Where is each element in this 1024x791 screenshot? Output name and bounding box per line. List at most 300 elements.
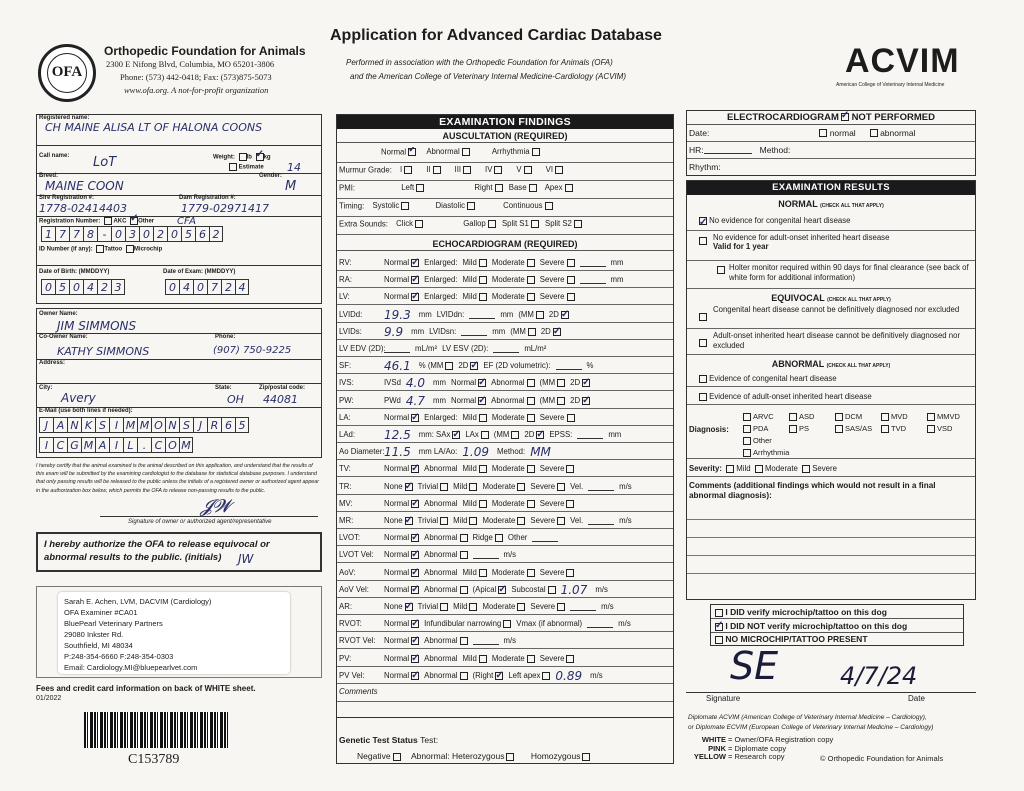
echo-aov-checkbox[interactable] [566, 569, 574, 577]
echo-ivs-checkbox[interactable] [478, 379, 486, 387]
echo-mr-label: Vel. [570, 516, 584, 525]
digit-cell[interactable]: 2 [97, 279, 111, 295]
echo-la-label: LA: [339, 412, 351, 422]
city-value[interactable]: Avery [61, 391, 96, 405]
reg-akc-box[interactable] [104, 217, 112, 225]
digit-cell[interactable]: I [109, 437, 123, 453]
digit-cell[interactable]: 0 [193, 279, 207, 295]
echo-lad-value[interactable]: 12.5 [384, 428, 411, 442]
id-tattoo-label: Tattoo [104, 246, 123, 253]
echo-sf-checkbox[interactable] [470, 362, 478, 370]
digit-cell[interactable]: 0 [167, 226, 181, 242]
echo-ivs-value[interactable]: 4.0 [405, 376, 425, 391]
echo-rvot-blank-field[interactable] [587, 620, 613, 628]
digit-cell[interactable]: 0 [69, 279, 83, 295]
echo-la-checkbox[interactable] [567, 414, 575, 422]
digit-cell[interactable]: M [123, 417, 137, 433]
echo-lvidd-label: (MM [518, 309, 534, 319]
echo-pvvel-checkbox[interactable] [460, 672, 468, 680]
digit-cell[interactable]: 7 [69, 226, 83, 242]
digit-cell[interactable]: J [39, 417, 53, 433]
echo-tv-checkbox[interactable] [479, 465, 487, 473]
murmur-grade-5-box[interactable] [524, 166, 532, 174]
ausc-arrhythmia-box[interactable] [532, 148, 540, 156]
echo-lvedv-blank-field[interactable] [493, 345, 519, 353]
echo-tr-label: Vel. [570, 481, 584, 491]
echo-lvids-label: LVIDs: [339, 326, 362, 336]
extra-gallop-box[interactable] [488, 220, 496, 228]
id-microchip-label: Microchip [133, 246, 163, 253]
equivocal-check-all: (CHECK ALL THAT APPLY) [827, 297, 891, 303]
echo-ra-blank-field[interactable] [580, 276, 606, 284]
call-name-value[interactable]: LoT [93, 155, 117, 170]
equiv-congenital-box[interactable] [699, 313, 707, 321]
vet-signature[interactable]: SE [730, 644, 779, 688]
digit-cell[interactable]: O [165, 437, 179, 453]
echo-pw-label: Normal [451, 395, 477, 405]
echo-mv-checkbox[interactable] [527, 500, 535, 508]
digit-cell[interactable]: 0 [111, 226, 125, 242]
chip-none-label: NO MICROCHIP/TATTOO PRESENT [725, 634, 868, 644]
owner-value[interactable]: JIM SIMMONS [57, 319, 137, 333]
echo-aovvel-checkbox[interactable] [411, 586, 419, 594]
digit-cell[interactable]: R [207, 417, 221, 433]
echo-aovvel-checkbox[interactable] [548, 586, 556, 594]
murmur-grade-2-box[interactable] [433, 166, 441, 174]
reg-other-value[interactable]: CFA [177, 216, 196, 227]
digit-cell[interactable]: M [137, 417, 151, 433]
echo-ra-checkbox[interactable] [479, 276, 487, 284]
digit-cell[interactable]: G [67, 437, 81, 453]
echo-tr-checkbox[interactable] [517, 483, 525, 491]
echo-pw-checkbox[interactable] [527, 397, 535, 405]
digit-cell[interactable]: - [97, 226, 111, 242]
dx-checkbox[interactable] [881, 425, 889, 433]
echo-lvids-checkbox[interactable] [553, 328, 561, 336]
echo-tv-checkbox[interactable] [566, 465, 574, 473]
echo-mr-label: MR: [339, 516, 354, 525]
chip-none-box[interactable] [715, 636, 723, 644]
dam-value[interactable]: 1779-02971417 [181, 202, 269, 215]
echo-mr-checkbox[interactable] [517, 517, 525, 525]
echo-lvids-value[interactable]: 9.9 [384, 324, 404, 339]
echo-mv-checkbox[interactable] [411, 500, 419, 508]
echo-lv-checkbox[interactable] [527, 293, 535, 301]
echo-ra-checkbox[interactable] [527, 276, 535, 284]
echo-lvidd-checkbox[interactable] [536, 311, 544, 319]
digit-cell[interactable]: C [151, 437, 165, 453]
echo-rvot-checkbox[interactable] [503, 620, 511, 628]
dx-checkbox[interactable] [835, 413, 843, 421]
ecg-normal-box[interactable] [819, 129, 827, 137]
echo-lvedv-blank-field[interactable] [384, 345, 410, 353]
digit-cell[interactable]: 5 [181, 226, 195, 242]
echo-aovvel-checkbox[interactable] [498, 586, 506, 594]
echo-lvids-blank-field[interactable] [461, 328, 487, 336]
digit-cell[interactable]: 6 [221, 417, 235, 433]
echo-row-pw [337, 393, 673, 409]
zip-value[interactable]: 44081 [263, 393, 298, 406]
echo-mv-checkbox[interactable] [479, 500, 487, 508]
ecg-not-performed-box[interactable] [841, 113, 849, 121]
dx-checkbox[interactable] [789, 425, 797, 433]
digit-cell[interactable]: 3 [111, 279, 125, 295]
echo-pw-checkbox[interactable] [478, 397, 486, 405]
echo-rvot-checkbox[interactable] [411, 620, 419, 628]
barcode [84, 712, 228, 748]
echo-ar-checkbox[interactable] [440, 603, 448, 611]
echo-rv-checkbox[interactable] [479, 259, 487, 267]
coowner-value[interactable]: KATHY SIMMONS [57, 345, 150, 358]
echo-ar-checkbox[interactable] [557, 603, 565, 611]
chip-did-not-box[interactable] [715, 623, 723, 631]
echo-pv-checkbox[interactable] [479, 655, 487, 663]
dx-checkbox[interactable] [743, 449, 751, 457]
examiner-line: Sarah E. Achen, LVM, DACVIM (Cardiology) [64, 597, 212, 606]
extra-click-box[interactable] [415, 220, 423, 228]
animal-info-section [36, 114, 322, 304]
echo-tv-checkbox[interactable] [411, 465, 419, 473]
digit-cell[interactable]: 1 [41, 226, 55, 242]
echo-lv-label: Normal [384, 292, 410, 302]
echo-ar-checkbox[interactable] [469, 603, 477, 611]
dx-checkbox[interactable] [881, 413, 889, 421]
reg-name-value[interactable]: CH MAINE ALISA LT OF HALONA COONS [45, 121, 263, 134]
severity-severe-box[interactable] [802, 465, 810, 473]
echo-mv-checkbox[interactable] [566, 500, 574, 508]
echo-lad-checkbox[interactable] [511, 431, 519, 439]
echo-tr-label: None [384, 481, 403, 491]
echo-lvidd-checkbox[interactable] [561, 311, 569, 319]
echo-pv-checkbox[interactable] [566, 655, 574, 663]
echo-rvot-label: Infundibular narrowing [424, 619, 502, 629]
echo-row-rvotvel [337, 633, 673, 649]
digit-cell[interactable]: O [151, 417, 165, 433]
echo-pw-checkbox[interactable] [557, 397, 565, 405]
digit-cell[interactable]: M [81, 437, 95, 453]
dx-checkbox[interactable] [789, 413, 797, 421]
severity-mild-box[interactable] [726, 465, 734, 473]
echo-rv-checkbox[interactable] [527, 259, 535, 267]
echo-pv-label: PV: [339, 653, 352, 663]
echo-lvidd-label: 2D [548, 309, 559, 319]
echo-lvotvel-checkbox[interactable] [460, 551, 468, 559]
echo-lvotvel-label: Abnormal [424, 550, 458, 560]
digit-cell[interactable]: . [137, 437, 151, 453]
echo-pv-checkbox[interactable] [411, 655, 419, 663]
echo-tr-blank-field[interactable] [588, 483, 614, 491]
echo-mr-checkbox[interactable] [405, 517, 413, 525]
digit-cell[interactable]: 5 [55, 279, 69, 295]
echo-pvvel-checkbox[interactable] [542, 672, 550, 680]
certify-text: I hereby certify that the animal examined is the animal described on this application, and understand that the results of this exam will be submitted by the examining cardiologist to the database for statistical database purposes. I understand that only passing results will be released to the public unless the initials of a registered owner or authorized agent appear in the authorization box below, which permits the OFA to release non-passing results to the public. [36, 463, 319, 494]
echo-aovvel-checkbox[interactable] [460, 586, 468, 594]
echo-aovvel-value[interactable]: 1.07 [560, 582, 588, 597]
echo-mr-checkbox[interactable] [469, 517, 477, 525]
email-line-2[interactable] [39, 437, 193, 453]
no-congenital-box[interactable] [699, 217, 707, 225]
digit-cell[interactable]: 0 [41, 279, 55, 295]
echo-lad-checkbox[interactable] [536, 431, 544, 439]
phone-label: Phone: [215, 334, 236, 340]
digit-cell[interactable]: S [95, 417, 109, 433]
dx-checkbox[interactable] [835, 425, 843, 433]
timing-systolic-box[interactable] [401, 202, 409, 210]
digit-cell[interactable]: S [179, 417, 193, 433]
echo-pw-label: Abnormal [491, 395, 525, 405]
echo-lvotvel-label: Normal [384, 550, 410, 560]
genetic-het-box[interactable] [506, 753, 514, 761]
dx-checkbox[interactable] [927, 425, 935, 433]
echo-sf-checkbox[interactable] [445, 362, 453, 370]
echo-ra-label: Mild [462, 275, 477, 285]
echo-aov-checkbox[interactable] [479, 569, 487, 577]
timing-diastolic-box[interactable] [467, 202, 475, 210]
echo-pvvel-checkbox[interactable] [411, 672, 419, 680]
echo-lvidd-blank-field[interactable] [469, 311, 495, 319]
email-line-1[interactable] [39, 417, 249, 433]
exam-findings-header: EXAMINATION FINDINGS [337, 115, 673, 129]
digit-cell[interactable]: 7 [207, 279, 221, 295]
ecg-abnormal-box[interactable] [870, 129, 878, 137]
chip-did-label: I DID verify microchip/tattoo on this dog [725, 607, 887, 617]
echo-pvvel-label: PV Vel: [339, 670, 365, 680]
echo-ivs-label: 2D [570, 378, 581, 388]
echo-ivs-checkbox[interactable] [527, 379, 535, 387]
digit-cell[interactable]: L [123, 437, 137, 453]
digit-cell[interactable]: I [39, 437, 53, 453]
echo-ar-blank-field[interactable] [570, 603, 596, 611]
echo-rv-checkbox[interactable] [411, 259, 419, 267]
echo-sf-blank-field[interactable] [556, 362, 582, 370]
echo-ra-checkbox[interactable] [567, 276, 575, 284]
echo-ar-checkbox[interactable] [405, 603, 413, 611]
murmur-grade-4-box[interactable] [494, 166, 502, 174]
echo-lvot-checkbox[interactable] [411, 534, 419, 542]
dx-label: Other [753, 436, 772, 446]
digit-cell[interactable]: 2 [221, 279, 235, 295]
digit-cell[interactable]: 5 [235, 417, 249, 433]
echo-ivs-checkbox[interactable] [557, 379, 565, 387]
digit-cell[interactable]: 4 [235, 279, 249, 295]
chip-did-not-label: I DID NOT verify microchip/tattoo on this dog [725, 621, 908, 631]
echo-pvvel-label: (Right [472, 670, 494, 680]
reg-other-box[interactable] [130, 217, 138, 225]
dx-label: SAS/AS [845, 424, 873, 434]
echo-rv-blank-field[interactable] [580, 259, 606, 267]
exam-date-cells[interactable] [165, 279, 249, 295]
dx-checkbox[interactable] [743, 437, 751, 445]
pmi-apex-box[interactable] [565, 184, 573, 192]
digit-cell[interactable]: 0 [139, 226, 153, 242]
abn-adult-box[interactable] [699, 393, 707, 401]
echo-pw-checkbox[interactable] [582, 397, 590, 405]
echo-ao-value[interactable]: MM [530, 445, 551, 460]
dx-checkbox[interactable] [927, 413, 935, 421]
owner-signature[interactable]: 𝓙𝓦 [200, 496, 232, 517]
pmi-left-box[interactable] [416, 184, 424, 192]
echo-row-rvot [337, 616, 673, 632]
dob-cells[interactable] [41, 279, 125, 295]
digit-cell[interactable]: N [67, 417, 81, 433]
severity-moderate-box[interactable] [755, 465, 763, 473]
digit-cell[interactable]: M [179, 437, 193, 453]
echo-rvotvel-checkbox[interactable] [411, 637, 419, 645]
genetic-negative-box[interactable] [393, 753, 401, 761]
echo-rvotvel-checkbox[interactable] [460, 637, 468, 645]
echo-tr-checkbox[interactable] [557, 483, 565, 491]
digit-cell[interactable]: 7 [55, 226, 69, 242]
no-adult-onset-box[interactable] [699, 237, 707, 245]
id-tattoo-box[interactable] [96, 245, 104, 253]
echo-pvvel-checkbox[interactable] [495, 672, 503, 680]
echo-ao-value[interactable]: 11.5 [384, 445, 411, 460]
echo-la-checkbox[interactable] [527, 414, 535, 422]
digit-cell[interactable]: 4 [83, 279, 97, 295]
gender-value[interactable]: M [285, 179, 297, 194]
pmi-right-box[interactable] [495, 184, 503, 192]
digit-cell[interactable]: I [109, 417, 123, 433]
ausc-abnormal-label: Abnormal [426, 147, 460, 157]
echo-tr-checkbox[interactable] [469, 483, 477, 491]
echo-lv-checkbox[interactable] [479, 293, 487, 301]
echo-pw-value[interactable]: 4.7 [405, 393, 425, 408]
id-label: ID Number (if any): [39, 246, 93, 253]
murmur-grade-1-box[interactable] [404, 166, 412, 174]
echo-lvot-label: Ridge [472, 533, 493, 543]
ofa-logo: OFA [38, 44, 96, 102]
weight-kg-box[interactable] [256, 153, 264, 161]
dx-checkbox[interactable] [743, 425, 751, 433]
echo-mr-blank-field[interactable] [588, 517, 614, 525]
echo-pvvel-value[interactable]: 0.89 [555, 668, 583, 683]
weight-value[interactable]: 14 [287, 161, 301, 174]
echo-tr-label: m/s [619, 481, 632, 491]
echo-rvotvel-blank-field[interactable] [473, 637, 499, 645]
echo-sf-label: 2D [458, 361, 469, 371]
echo-rv-checkbox[interactable] [567, 259, 575, 267]
echo-aov-label: Abnormal [424, 567, 458, 577]
echo-ivs-label: (MM [539, 378, 556, 388]
severity-severe-label: Severe [812, 464, 837, 473]
digit-cell[interactable]: 4 [179, 279, 193, 295]
echo-lv-label: Enlarged: [424, 292, 458, 302]
echo-la-checkbox[interactable] [411, 414, 419, 422]
echo-row-aovvel [337, 582, 673, 598]
digit-cell[interactable]: 2 [209, 226, 223, 242]
echo-pv-checkbox[interactable] [527, 655, 535, 663]
breed-value[interactable]: MAINE COON [45, 179, 124, 193]
echo-ra-label: Normal [384, 275, 410, 285]
echo-lvotvel-blank-field[interactable] [473, 551, 499, 559]
authorize-initials[interactable]: JW [238, 552, 254, 566]
echo-tv-checkbox[interactable] [527, 465, 535, 473]
abn-congenital-box[interactable] [699, 375, 707, 383]
echo-tr-checkbox[interactable] [405, 483, 413, 491]
signature-date[interactable]: 4/7/24 [840, 662, 918, 690]
digit-cell[interactable]: A [95, 437, 109, 453]
echo-lad-checkbox[interactable] [452, 431, 460, 439]
echo-mr-checkbox[interactable] [557, 517, 565, 525]
reg-number-cells[interactable] [41, 226, 223, 242]
zip-label: Zip/postal code: [259, 385, 306, 391]
murmur-grade-6-box[interactable] [555, 166, 563, 174]
echo-lvot-blank-field[interactable] [532, 534, 558, 542]
echo-row-la [337, 410, 673, 426]
echo-lvotvel-checkbox[interactable] [411, 551, 419, 559]
digit-cell[interactable]: N [165, 417, 179, 433]
ausc-abnormal-box[interactable] [462, 148, 470, 156]
echo-lad-checkbox[interactable] [481, 431, 489, 439]
extra-split1-box[interactable] [531, 220, 539, 228]
echo-ivs-checkbox[interactable] [582, 379, 590, 387]
ecg-abnormal-label: abnormal [880, 127, 916, 138]
echo-ra-checkbox[interactable] [411, 276, 419, 284]
echo-lv-checkbox[interactable] [411, 293, 419, 301]
digit-cell[interactable]: K [81, 417, 95, 433]
echo-aov-checkbox[interactable] [527, 569, 535, 577]
murmur-grade-3-box[interactable] [463, 166, 471, 174]
echo-pvvel-label: Abnormal [424, 670, 458, 680]
digit-cell[interactable]: J [193, 417, 207, 433]
echo-aov-checkbox[interactable] [411, 569, 419, 577]
echo-ao-value[interactable]: 1.09 [462, 445, 489, 460]
chip-did-box[interactable] [715, 609, 723, 617]
state-value[interactable]: OH [227, 393, 244, 406]
echo-row-lad [337, 427, 673, 443]
echo-lvedv-label: LV ESV (2D): [442, 344, 489, 353]
sire-value[interactable]: 1778-02414403 [39, 202, 127, 215]
echo-lvids-label: mm [411, 326, 425, 336]
extra-split2-box[interactable] [574, 220, 582, 228]
digit-cell[interactable]: C [53, 437, 67, 453]
echo-lv-checkbox[interactable] [567, 293, 575, 301]
echo-la-checkbox[interactable] [479, 414, 487, 422]
phone-value[interactable]: (907) 750-9225 [213, 345, 292, 356]
echo-sf-value[interactable]: 46.1 [384, 359, 411, 374]
digit-cell[interactable]: 2 [153, 226, 167, 242]
digit-cell[interactable]: 6 [195, 226, 209, 242]
echo-row-lvotvel [337, 547, 673, 563]
digit-cell[interactable]: 3 [125, 226, 139, 242]
doe-label: Date of Exam: (MMDDYY) [163, 269, 236, 275]
digit-cell[interactable]: A [53, 417, 67, 433]
digit-cell[interactable]: 0 [165, 279, 179, 295]
echo-ar-checkbox[interactable] [517, 603, 525, 611]
echo-lvot-checkbox[interactable] [460, 534, 468, 542]
weight-estimate-box[interactable] [229, 163, 237, 171]
echo-tr-checkbox[interactable] [440, 483, 448, 491]
echo-lvids-checkbox[interactable] [528, 328, 536, 336]
weight-lb-label: lb [246, 154, 252, 161]
equiv-adult-box[interactable] [699, 339, 707, 347]
timing-continuous-box[interactable] [545, 202, 553, 210]
echo-row-lvidd [337, 307, 673, 323]
pmi-base-box[interactable] [529, 184, 537, 192]
echo-lvot-checkbox[interactable] [495, 534, 503, 542]
weight-lb-box[interactable] [239, 153, 247, 161]
genetic-homo-box[interactable] [582, 753, 590, 761]
digit-cell[interactable]: 8 [83, 226, 97, 242]
holter-box[interactable] [717, 266, 725, 274]
echo-pvvel-label: Left apex [508, 670, 541, 680]
id-microchip-box[interactable] [126, 245, 134, 253]
echo-lad-blank-field[interactable] [577, 431, 603, 439]
ausc-normal-box[interactable] [408, 148, 416, 156]
echo-mr-checkbox[interactable] [440, 517, 448, 525]
echo-lvidd-value[interactable]: 19.3 [384, 307, 411, 322]
dx-checkbox[interactable] [743, 413, 751, 421]
